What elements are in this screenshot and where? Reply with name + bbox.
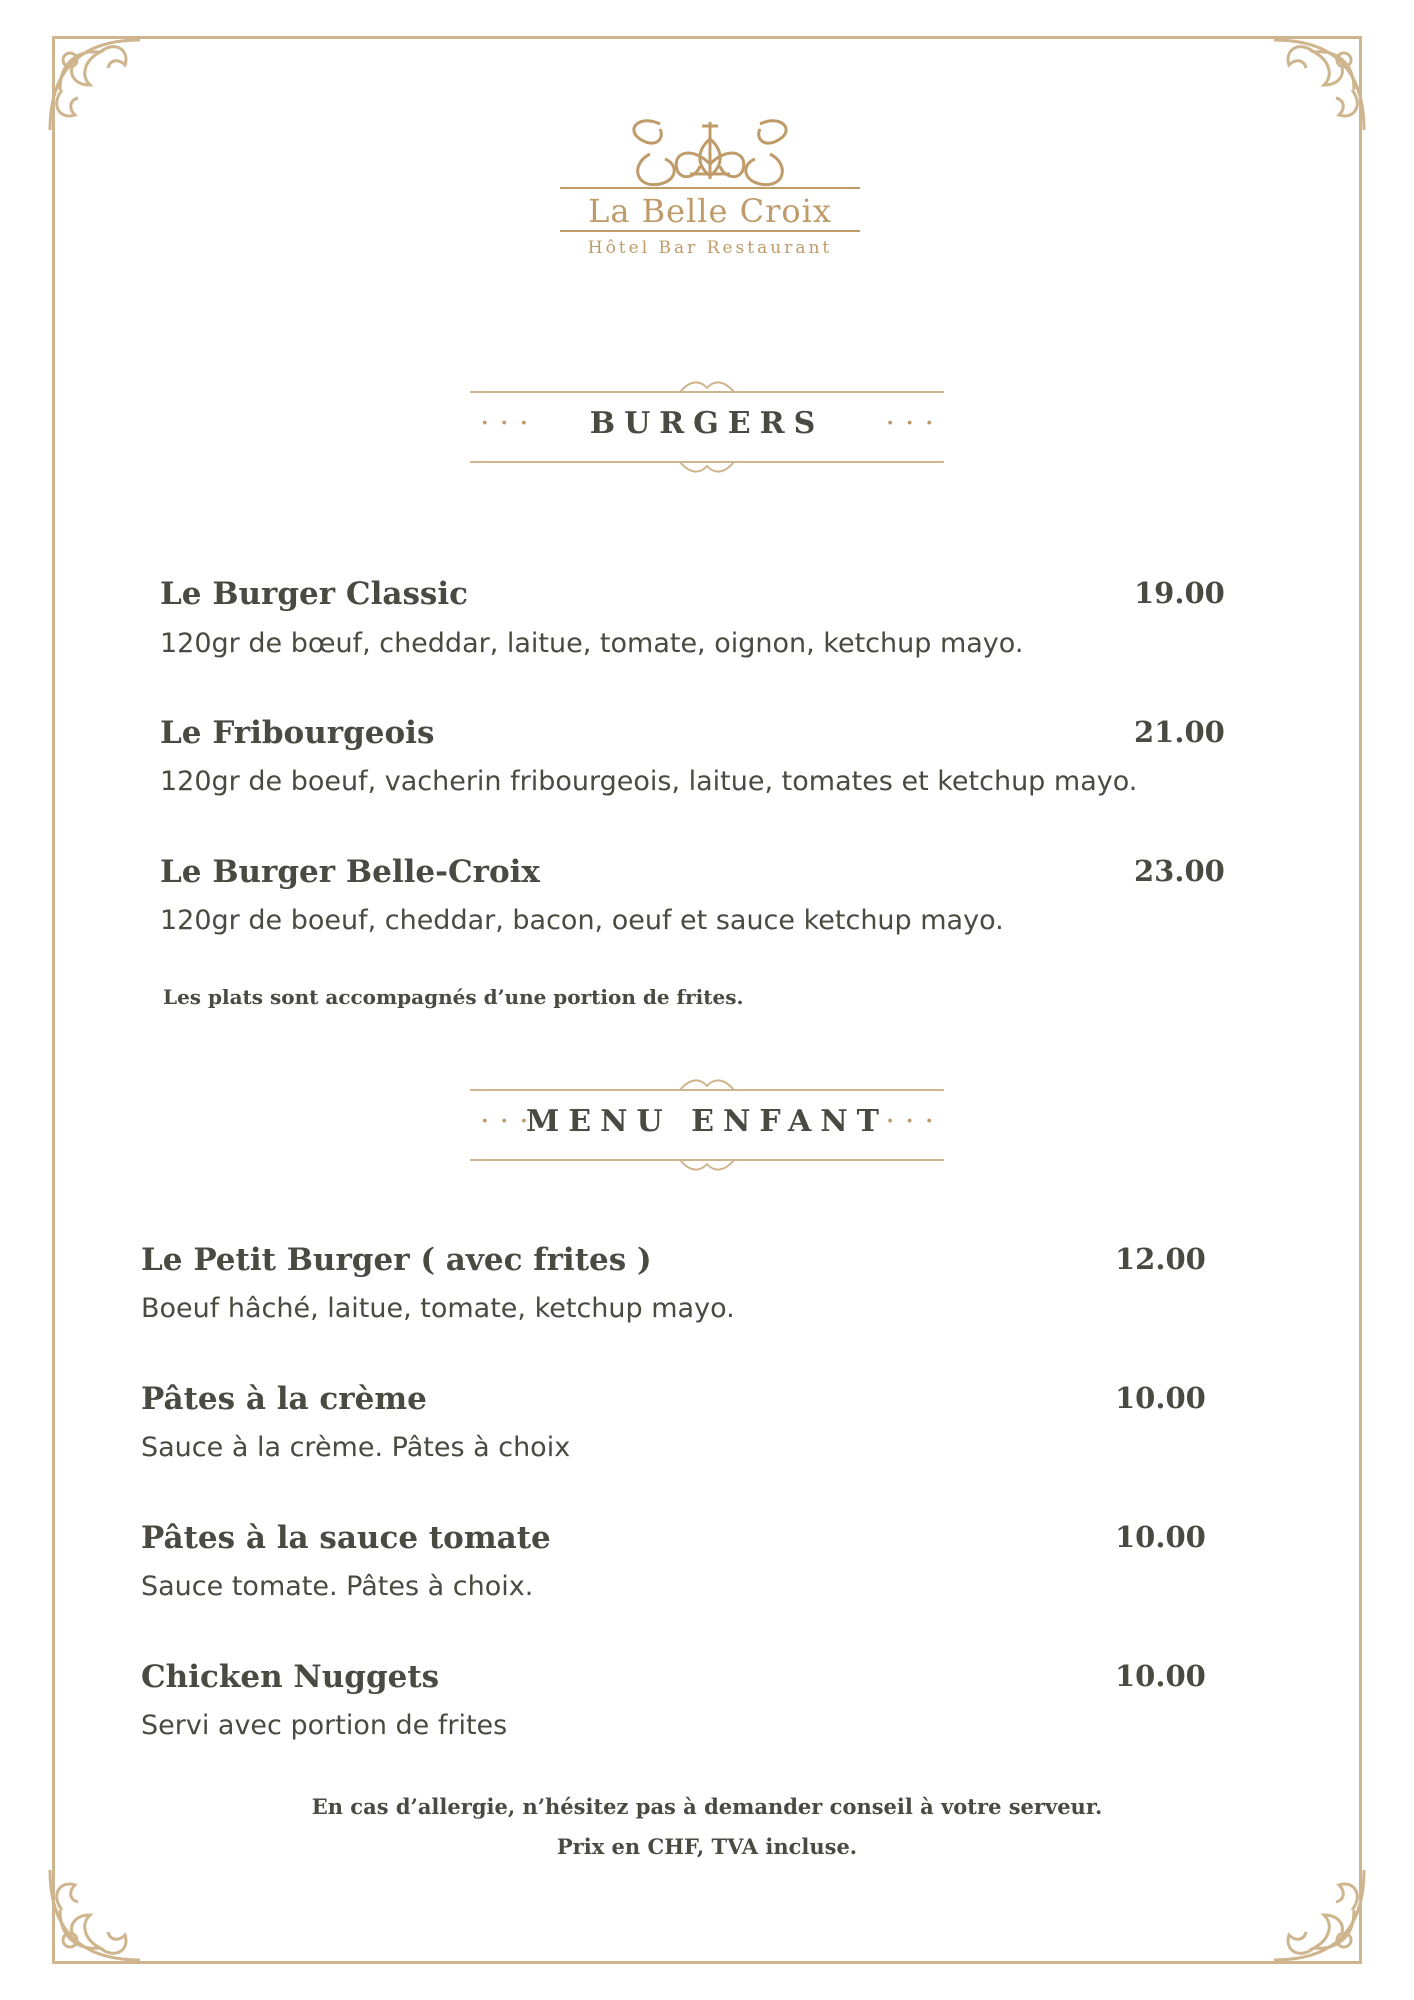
corner-ornament-icon [40,30,150,140]
menu-item-name: Pâtes à la crème [141,1381,427,1417]
hotel-logo [560,104,860,264]
menu-item-description: Sauce tomate. Pâtes à choix. [141,1571,534,1602]
menu-item-price: 23.00 [1134,854,1225,888]
menu-item-description: Sauce à la crème. Pâtes à choix [141,1432,571,1463]
burgers-section-header [470,378,944,474]
corner-ornament-icon [40,1860,150,1970]
logo-subtitle: Hôtel Bar Restaurant [587,238,833,258]
menu-item-name: Pâtes à la sauce tomate [141,1520,551,1556]
logo-name: La Belle Croix [588,192,832,230]
menu-item-price: 21.00 [1134,715,1225,749]
allergy-note: En cas d’allergie, n’hésitez pas à demander conseil à votre serveur. [311,1794,1103,1819]
section-title: BURGERS [589,406,825,441]
dots-left: ··· [480,406,539,441]
price-note: Prix en CHF, TVA incluse. [556,1834,858,1859]
fleur-de-lis-icon [560,104,860,194]
menu-item-description: 120gr de boeuf, cheddar, bacon, oeuf et sauce ketchup mayo. [160,905,1004,936]
section-title: MENU ENFANT [526,1104,888,1139]
kids-section-header [470,1076,944,1172]
dots-right: ··· [885,406,944,441]
menu-item-name: Le Fribourgeois [160,715,435,751]
dots-left: ··· [480,1104,539,1139]
menu-item-name: Le Burger Belle-Croix [160,854,540,890]
menu-item-description: 120gr de boeuf, vacherin fribourgeois, laitue, tomates et ketchup mayo. [160,766,1138,797]
menu-item-description: Boeuf hâché, laitue, tomate, ketchup mayo. [141,1293,735,1324]
menu-item-description: 120gr de bœuf, cheddar, laitue, tomate, oignon, ketchup mayo. [160,628,1024,659]
menu-item-name: Le Burger Classic [160,576,469,612]
menu-item-price: 12.00 [1115,1242,1206,1276]
menu-item-name: Chicken Nuggets [141,1659,440,1695]
corner-ornament-icon [1264,1860,1374,1970]
menu-item-name: Le Petit Burger ( avec frites ) [141,1242,652,1278]
menu-item-price: 19.00 [1134,576,1225,610]
menu-item-price: 10.00 [1115,1520,1206,1554]
dots-right: ··· [885,1104,944,1139]
menu-item-description: Servi avec portion de frites [141,1710,508,1741]
corner-ornament-icon [1264,30,1374,140]
logo-divider [560,230,860,232]
menu-item-price: 10.00 [1115,1659,1206,1693]
fries-note: Les plats sont accompagnés d’une portion de frites. [163,985,744,1009]
menu-item-price: 10.00 [1115,1381,1206,1415]
